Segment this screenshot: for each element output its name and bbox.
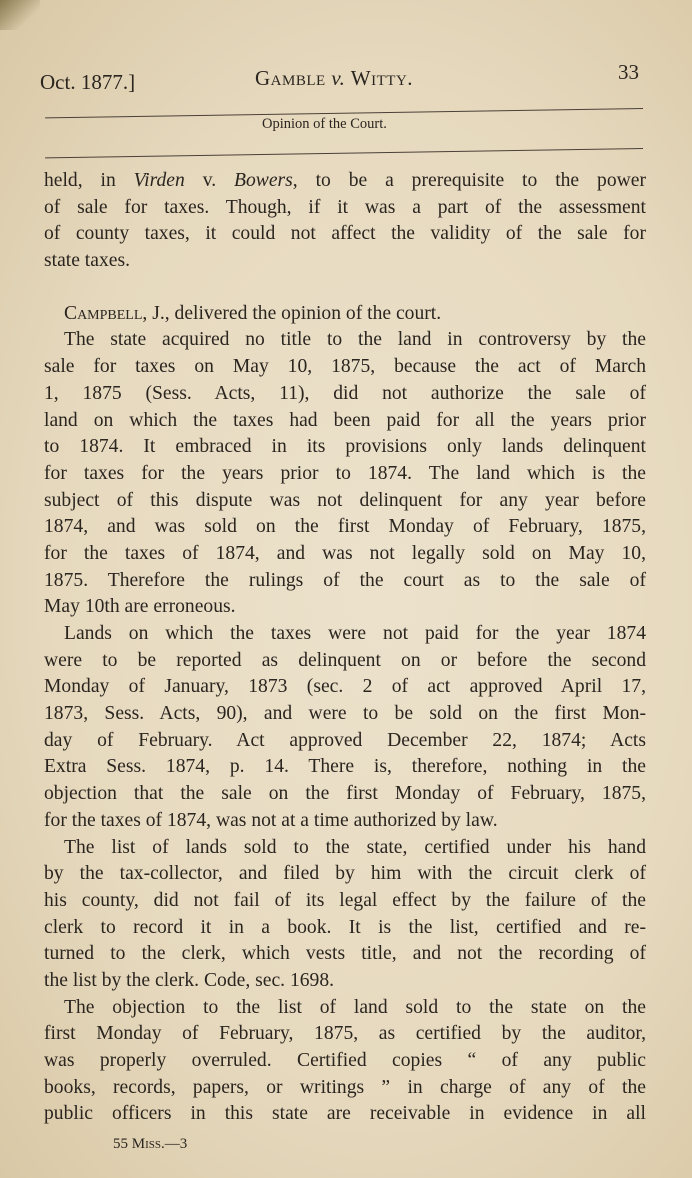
- signature-mark: [113, 1136, 187, 1153]
- text-line: for the taxes of 1874, was not at a time authorized by law.: [44, 809, 498, 831]
- header-versus: v.: [331, 66, 346, 90]
- header-party-1: Gamble: [255, 66, 332, 90]
- text-line: to 1874. It embraced in its provisions only lands delinquent: [44, 436, 646, 458]
- text-line: his county, did not fail of its legal effect by the failure of the: [44, 889, 646, 911]
- text-line: clerk to record it in a book. It is the list, certified and re-: [44, 916, 646, 938]
- page-number: 33: [618, 60, 639, 84]
- paragraph: [44, 995, 646, 1128]
- running-header-title: [255, 66, 413, 91]
- page-corner-shadow: [0, 0, 40, 30]
- text-line: of sale for taxes. Though, if it was a part of the assessment: [44, 196, 646, 218]
- text-line: The objection to the list of land sold to the state on the: [64, 996, 646, 1018]
- text-line: Lands on which the taxes were not paid for the year 1874: [64, 623, 646, 644]
- text-line: books, records, papers, or writings ” in charge of any of the: [44, 1076, 646, 1098]
- paragraph: [44, 835, 646, 995]
- text-line: for the taxes of 1874, and was not legally sold on May 10,: [44, 542, 646, 564]
- text-line: The state acquired no title to the land in controversy by the: [64, 329, 646, 351]
- paragraph: [44, 327, 646, 621]
- text-line: land on which the taxes had been paid for all the years prior: [44, 409, 646, 431]
- text-line: sale for taxes on May 10, 1875, because the act of March: [44, 356, 646, 378]
- body-text: [44, 168, 646, 1128]
- text-line: May 10th are erroneous.: [44, 596, 236, 618]
- text-line: 1874, and was sold on the first Monday of February, 1875,: [44, 516, 646, 538]
- text-line: first Monday of February, 1875, as certified by the auditor,: [44, 1023, 646, 1045]
- text-line: 1, 1875 (Sess. Acts, 11), did not authorize the sale of: [44, 382, 646, 404]
- text-line: objection that the sale on the first Monday of February, 1875,: [44, 783, 646, 805]
- text-line: public officers in this state are receivable in evidence in all: [44, 1103, 646, 1125]
- footer-signature: —3: [164, 1136, 188, 1152]
- text-line: the list by the clerk. Code, sec. 1698.: [44, 969, 335, 991]
- text-line: of county taxes, it could not affect the validity of the sale for: [44, 223, 646, 245]
- paragraph-gap: [44, 275, 646, 301]
- running-header-date: Oct. 1877.]: [40, 70, 136, 94]
- text-span: v.: [184, 170, 235, 191]
- text-line: [44, 168, 646, 195]
- text-line: was properly overruled. Certified copies “ of any public: [44, 1050, 646, 1071]
- footer-reporter: Miss.: [131, 1136, 165, 1152]
- text-line: The list of lands sold to the state, certified under his hand: [64, 836, 646, 858]
- header-party-2: Witty.: [345, 66, 414, 90]
- footer-volume: 55: [113, 1136, 132, 1152]
- text-span: , to be a prerequisite to the power: [292, 170, 646, 191]
- text-line: 1875. Therefore the rulings of the court as to the sale of: [44, 569, 646, 591]
- text-line: by the tax-collector, and filed by him with the circuit clerk of: [44, 863, 646, 885]
- text-span: held, in: [44, 170, 134, 191]
- judge-name: Campbell, J.: [64, 302, 165, 324]
- opinion-intro: [44, 301, 646, 328]
- text-line: turned to the clerk, which vests title, and not the recording of: [44, 943, 646, 965]
- text-span: , delivered the opinion of the court.: [164, 302, 442, 324]
- text-line: state taxes.: [44, 250, 130, 272]
- text-line: were to be reported as delinquent on or before the second: [44, 649, 646, 671]
- text-line: Extra Sess. 1874, p. 14. There is, therefore, nothing in the: [44, 756, 646, 778]
- text-line: 1873, Sess. Acts, 90), and were to be sold on the first Mon-: [44, 703, 646, 725]
- case-name: Virden: [133, 170, 185, 191]
- paragraph: [44, 621, 646, 835]
- text-line: for taxes for the years prior to 1874. The land which is the: [44, 462, 646, 484]
- header-rule-bottom: [45, 148, 643, 158]
- text-line: Monday of January, 1873 (sec. 2 of act approved April 17,: [44, 676, 646, 698]
- text-line: subject of this dispute was not delinquent for any year before: [44, 489, 646, 511]
- text-line: day of February. Act approved December 22, 1874; Acts: [44, 729, 646, 751]
- section-subheader: Opinion of the Court.: [262, 116, 387, 132]
- case-name: Bowers: [234, 170, 293, 191]
